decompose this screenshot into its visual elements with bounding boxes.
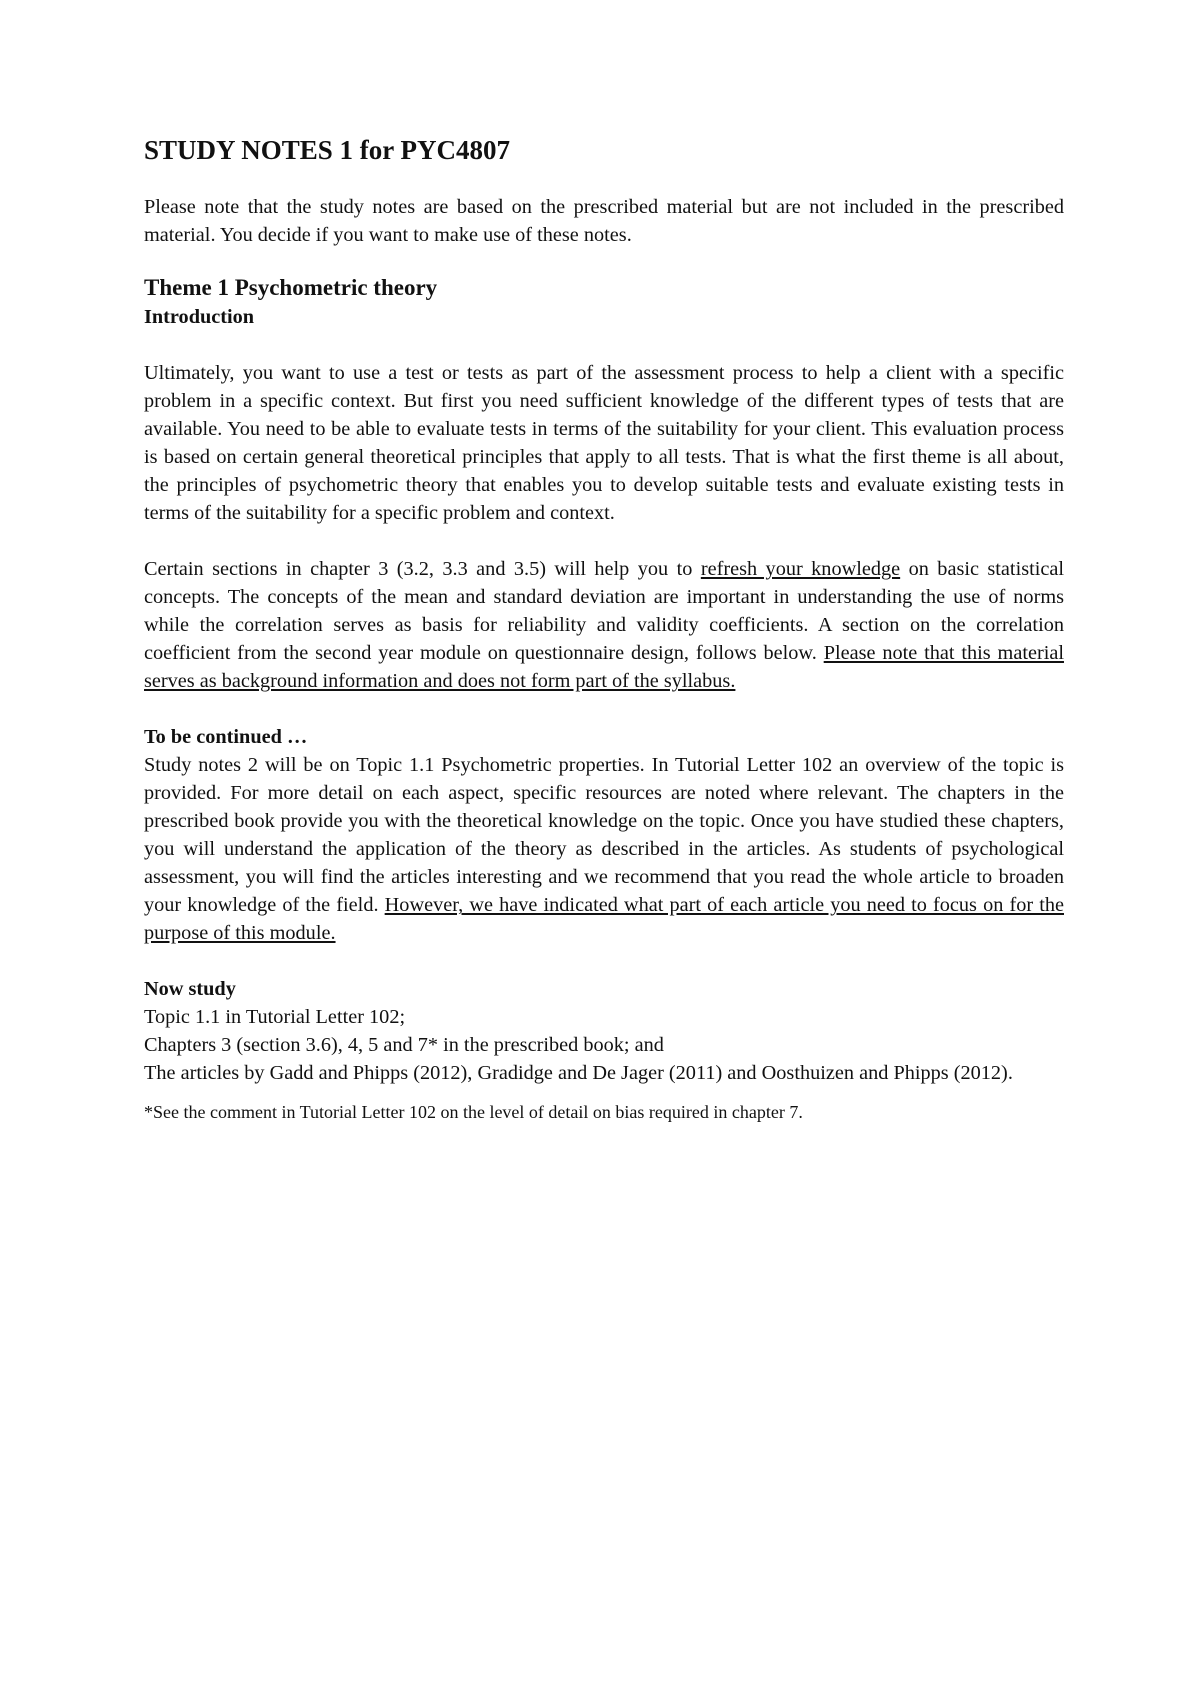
footnote: *See the comment in Tutorial Letter 102 on the level of detail on bias required in chapter 7. [144, 1102, 803, 1123]
spacer [144, 527, 1064, 555]
now-study-item: The articles by Gadd and Phipps (2012), Gradidge and De Jager (2011) and Oosthuizen and Phipps (2012). [144, 1062, 1013, 1085]
paragraph-certain-sections [144, 555, 1064, 695]
document-title: STUDY NOTES 1 for PYC4807 [144, 135, 511, 165]
paragraph-ultimately: Ultimately, you want to use a test or tests as part of the assessment process to help a client with a specific problem in a specific context. But first you need sufficient knowledge of the different types of tests that are available. You need to be able to evaluate tests in terms of the suitability for your client. This evaluation process is based on certain general theoretical principles that apply to all tests. That is what the first theme is all about, the principles of psychometric theory that enables you to develop suitable tests and evaluate existing tests in terms of the suitability for a specific problem and context. [144, 362, 1064, 525]
now-study-heading: Now study [144, 978, 236, 1001]
theme-heading: Theme 1 Psychometric theory [144, 275, 438, 301]
background-info-underline: Please note that this material serves as background information and does not form part of the syllabus. [144, 642, 1064, 693]
document-page [144, 134, 1064, 1125]
certain-text-1: Certain sections in chapter 3 (3.2, 3.3 and 3.5) will help you to [144, 558, 701, 581]
to-be-continued-heading: To be continued … [144, 726, 308, 749]
spacer [144, 695, 1064, 723]
study-notes-2-text: Study notes 2 will be on Topic 1.1 Psychometric properties. In Tutorial Letter 102 an overview of the topic is provided. For more detail on each aspect, specific resources are noted where relevant. The chapters in the prescribed book provide you with the theoretical knowledge on the topic. Once you have studied these chapters, you will understand the application of the theory as described in the articles. As students of psychological assessment, you will find the articles interesting and we recommend that you read the whole article to broaden your knowledge of the field. [144, 754, 1064, 917]
focus-note-underline: However, we have indicated what part of each article you need to focus on for the purpose of this module. [144, 894, 1064, 945]
spacer [144, 947, 1064, 975]
now-study-item: Chapters 3 (section 3.6), 4, 5 and 7* in the prescribed book; and [144, 1034, 664, 1057]
certain-text-2: on basic statistical concepts. The concepts of the mean and standard deviation are important in understanding the use of norms while the correlation serves as basis for reliability and validity coefficients. A section on the correlation coefficient from the second year module on questionnaire design, follows below. [144, 558, 1065, 665]
paragraph-study-notes-2 [144, 751, 1064, 947]
introduction-heading: Introduction [144, 306, 255, 329]
intro-paragraph: Please note that the study notes are based on the prescribed material but are not included in the prescribed material. You decide if you want to make use of these notes. [144, 196, 1064, 247]
spacer [144, 331, 1064, 359]
now-study-item: Topic 1.1 in Tutorial Letter 102; [144, 1006, 406, 1029]
refresh-knowledge-underline: refresh your knowledge [700, 558, 901, 581]
